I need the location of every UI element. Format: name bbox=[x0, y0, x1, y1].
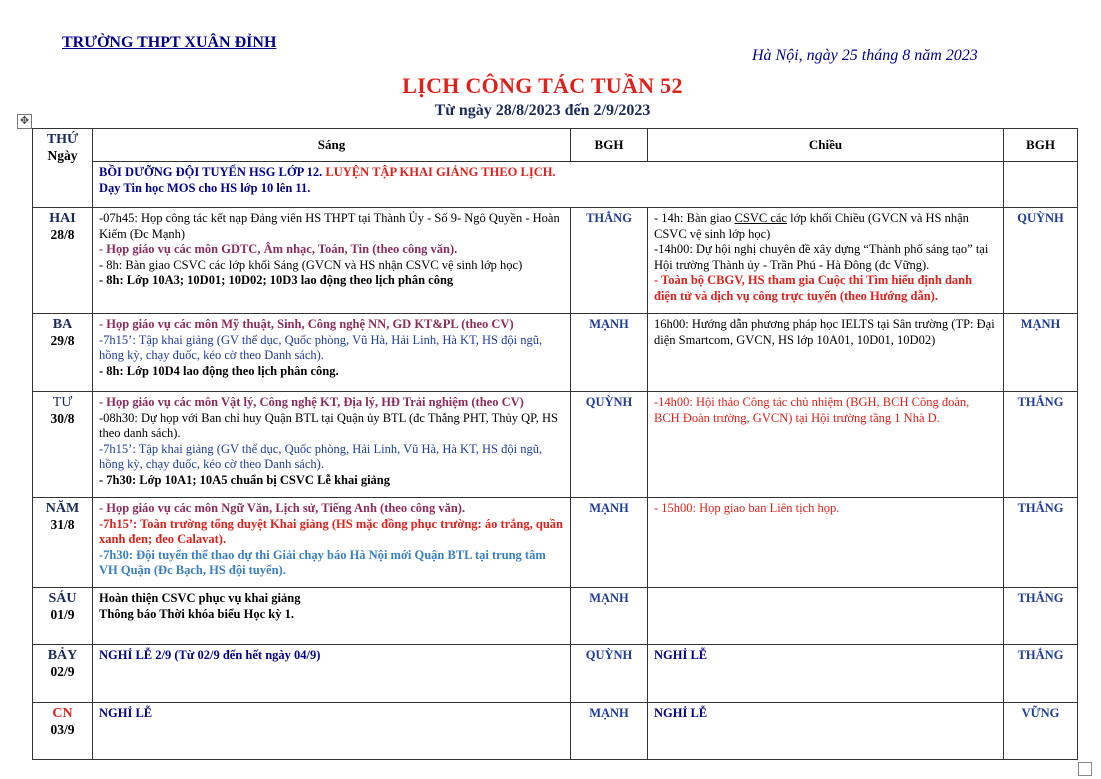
day-cell bbox=[33, 498, 93, 588]
table-row bbox=[33, 314, 1078, 392]
morning-item: -7h30: Đội tuyển thể thao dự thi Giải chạy báo Hà Nội mới Quận BTL tại trung tâm VH Quận (Đc Bạch, HS đội tuyển). bbox=[99, 547, 546, 577]
header-morning: Sáng bbox=[93, 129, 571, 162]
day-date: 30/8 bbox=[50, 410, 75, 426]
morning-item: - 8h: Lớp 10A3; 10D01; 10D02; 10D3 lao động theo lịch phân công bbox=[99, 273, 454, 287]
bgh-morning-cell: MẠNH bbox=[571, 703, 648, 760]
afternoon-cell bbox=[648, 314, 1004, 392]
schedule-table bbox=[32, 128, 1078, 760]
header-afternoon: Chiều bbox=[648, 129, 1004, 162]
header-day-label: THỨ bbox=[46, 132, 79, 147]
bgh-morning-cell: MẠNH bbox=[571, 588, 648, 645]
day-name: BẢY bbox=[47, 648, 78, 663]
morning-cell bbox=[93, 314, 571, 392]
afternoon-item: - Toàn bộ CBGV, HS tham gia Cuộc thi Tìm hiểu định danh điện tử và dịch vụ công trực tuyến (theo Hướng dẫn). bbox=[654, 273, 973, 303]
day-cell bbox=[33, 588, 93, 645]
afternoon-cell bbox=[648, 588, 1004, 645]
day-date: 03/9 bbox=[50, 721, 75, 737]
bgh-afternoon-cell: THẮNG bbox=[1004, 645, 1078, 703]
day-name: NĂM bbox=[45, 501, 80, 516]
afternoon-item: -14h00: Dự hội nghị chuyên đề xây dựng “Thành phố sáng tạo” tại Hội trường Thành ủy - Trần Phú - Hà Đông (đc Vững). bbox=[654, 242, 989, 272]
morning-item: Thông báo Thời khóa biểu Học kỳ 1. bbox=[99, 606, 294, 621]
day-cell bbox=[33, 392, 93, 498]
bgh-morning-cell: QUỲNH bbox=[571, 392, 648, 498]
week-note-part2: LUYỆN TẬP KHAI GIẢNG THEO LỊCH. bbox=[325, 165, 556, 179]
morning-item: - Họp giáo vụ các môn Ngữ Văn, Lịch sử, Tiếng Anh (theo công văn). bbox=[99, 501, 466, 515]
day-cell bbox=[33, 645, 93, 703]
day-date: 29/8 bbox=[50, 332, 75, 348]
morning-item: -07h45: Họp công tác kết nạp Đảng viên HS THPT tại Thành Ủy - Số 9- Ngô Quyền - Hoàn Kiếm (Đc Mạnh) bbox=[99, 211, 560, 241]
morning-cell bbox=[93, 588, 571, 645]
day-date: 02/9 bbox=[50, 663, 75, 679]
morning-item: NGHỈ LỄ 2/9 (Từ 02/9 đến hết ngày 04/9) bbox=[99, 648, 321, 662]
table-header-row bbox=[33, 129, 1078, 162]
morning-cell bbox=[93, 392, 571, 498]
day-name: BA bbox=[52, 317, 73, 332]
morning-item: - 8h: Bàn giao CSVC các lớp khối Sáng (GVCN và HS nhận CSVC vệ sinh lớp học) bbox=[99, 257, 523, 272]
afternoon-item: 16h00: Hướng dẫn phương pháp học IELTS tại Sân trường (TP: Đại diện Smartcom, GVCN, HS lớp 10A01, 10D01, 10D02) bbox=[654, 317, 995, 347]
table-row bbox=[33, 392, 1078, 498]
day-date: 01/9 bbox=[50, 606, 75, 622]
morning-item: Hoàn thiện CSVC phục vụ khai giảng bbox=[99, 591, 301, 605]
bgh-afternoon-cell: MẠNH bbox=[1004, 314, 1078, 392]
morning-cell bbox=[93, 498, 571, 588]
week-note-empty bbox=[1004, 162, 1078, 208]
table-row bbox=[33, 703, 1078, 760]
bgh-morning-cell: QUỲNH bbox=[571, 645, 648, 703]
afternoon-item: -14h00: Hội thảo Công tác chủ nhiệm (BGH, BCH Công đoàn, BCH Đoàn trường, GVCN) tại Hội trường tầng 1 Nhà D. bbox=[654, 395, 970, 425]
afternoon-cell bbox=[648, 498, 1004, 588]
week-note-cell bbox=[93, 162, 1004, 208]
morning-item: -7h15’: Toàn trường tổng duyệt Khai giảng (HS mặc đồng phục trường: áo trắng, quần xanh đen; đeo Calavat). bbox=[99, 516, 563, 546]
bgh-afternoon-cell: THẮNG bbox=[1004, 392, 1078, 498]
table-move-handle-icon[interactable]: ✥ bbox=[17, 114, 32, 129]
day-name: HAI bbox=[49, 211, 76, 226]
morning-item: -7h15’: Tập khai giảng (GV thể dục, Quốc phòng, Hải Linh, Vũ Hà, Hà KT, HS đội ngũ, hồng kỳ, chạy đuốc, kéo cờ theo Danh sách). bbox=[99, 441, 543, 471]
morning-item: - 8h: Lớp 10D4 lao động theo lịch phân công. bbox=[99, 363, 339, 378]
bgh-afternoon-cell: QUỲNH bbox=[1004, 208, 1078, 314]
week-note-row bbox=[33, 162, 1078, 208]
bgh-morning-cell: THẮNG bbox=[571, 208, 648, 314]
day-date: 28/8 bbox=[50, 226, 75, 242]
afternoon-item-part: lớp khối Chiều (GVCN và HS nhận CSVC vệ sinh lớp học) bbox=[654, 211, 969, 241]
morning-item: -7h15’: Tập khai giảng (GV thể dục, Quốc phòng, Vũ Hà, Hải Linh, Hà KT, HS đội ngũ, hồng kỳ, chạy đuốc, kéo cờ theo Danh sách). bbox=[99, 332, 543, 362]
week-note-part3: Dạy Tin học MOS cho HS lớp 10 lên 11. bbox=[99, 180, 311, 195]
date-range-subtitle: Từ ngày 28/8/2023 đến 2/9/2023 bbox=[434, 102, 651, 119]
day-cell bbox=[33, 208, 93, 314]
day-name: SÁU bbox=[48, 591, 77, 606]
bgh-afternoon-cell: VỮNG bbox=[1004, 703, 1078, 760]
bgh-afternoon-cell: THẮNG bbox=[1004, 498, 1078, 588]
bgh-afternoon-cell: THẮNG bbox=[1004, 588, 1078, 645]
morning-item: -08h30: Dự họp với Ban chỉ huy Quận BTL tại Quận ủy BTL (đc Thắng PHT, Thủy QP, HS theo danh sách). bbox=[99, 410, 558, 440]
afternoon-cell bbox=[648, 208, 1004, 314]
morning-item: - 7h30: Lớp 10A1; 10A5 chuẩn bị CSVC Lễ khai giảng bbox=[99, 472, 391, 487]
table-row bbox=[33, 498, 1078, 588]
afternoon-item-part: - 14h: Bàn giao bbox=[654, 211, 735, 225]
page-title: LỊCH CÔNG TÁC TUẦN 52 bbox=[402, 73, 683, 98]
header-bgh-morning: BGH bbox=[571, 129, 648, 162]
afternoon-cell bbox=[648, 703, 1004, 760]
week-note-part1: BỒI DƯỠNG ĐỘI TUYỂN HSG LỚP 12. bbox=[99, 165, 326, 179]
morning-item: - Họp giáo vụ các môn GDTC, Âm nhạc, Toán, Tin (theo công văn). bbox=[99, 242, 458, 256]
day-date: 31/8 bbox=[50, 516, 75, 532]
document-date: Hà Nội, ngày 25 tháng 8 năm 2023 bbox=[752, 47, 978, 64]
morning-cell bbox=[93, 645, 571, 703]
afternoon-item: NGHỈ LỄ bbox=[654, 706, 708, 720]
morning-item: - Họp giáo vụ các môn Mỹ thuật, Sinh, Công nghệ NN, GD KT&PL (theo CV) bbox=[99, 317, 514, 331]
morning-cell bbox=[93, 208, 571, 314]
bgh-morning-cell: MẠNH bbox=[571, 314, 648, 392]
table-row bbox=[33, 208, 1078, 314]
afternoon-item bbox=[654, 211, 997, 242]
afternoon-cell bbox=[648, 392, 1004, 498]
day-cell bbox=[33, 703, 93, 760]
morning-cell bbox=[93, 703, 571, 760]
morning-item: - Họp giáo vụ các môn Vật lý, Công nghệ KT, Địa lý, HĐ Trải nghiệm (theo CV) bbox=[99, 395, 524, 409]
afternoon-item-part: CSVC các bbox=[734, 211, 787, 225]
morning-item: NGHỈ LỄ bbox=[99, 706, 153, 720]
header-bgh-afternoon: BGH bbox=[1004, 129, 1078, 162]
day-name: CN bbox=[52, 706, 73, 721]
school-name: TRƯỜNG THPT XUÂN ĐỈNH bbox=[62, 34, 277, 51]
table-row bbox=[33, 645, 1078, 703]
day-column-header bbox=[33, 129, 93, 208]
day-cell bbox=[33, 314, 93, 392]
day-name: TƯ bbox=[52, 395, 73, 410]
table-row bbox=[33, 588, 1078, 645]
bgh-morning-cell: MẠNH bbox=[571, 498, 648, 588]
afternoon-cell bbox=[648, 645, 1004, 703]
table-resize-handle-icon[interactable] bbox=[1078, 762, 1092, 776]
header-date-label: Ngày bbox=[47, 147, 78, 163]
afternoon-item: NGHỈ LỄ bbox=[654, 648, 708, 662]
afternoon-item: - 15h00: Họp giao ban Liên tịch họp. bbox=[654, 501, 840, 515]
